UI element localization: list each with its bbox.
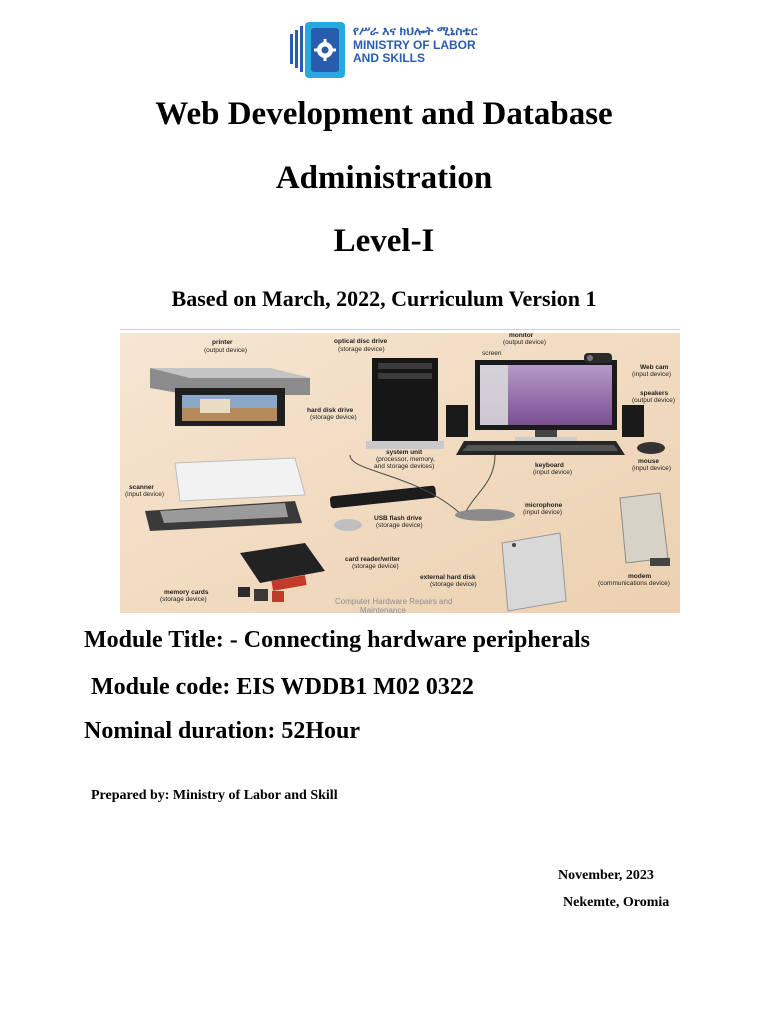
ministry-logo-icon — [288, 20, 348, 80]
label-microphone: microphone — [525, 502, 563, 509]
label-monitor-sub: (output device) — [503, 339, 546, 346]
hardware-peripherals-illustration — [120, 333, 680, 613]
mouse-icon — [637, 442, 665, 454]
label-memory: memory cards — [164, 589, 209, 596]
microphone-icon — [455, 509, 515, 521]
nominal-duration: Nominal duration: 52Hour — [84, 718, 361, 744]
watermark-line-1: Computer Hardware Repairs and — [335, 597, 453, 606]
label-system: system unit — [386, 449, 423, 456]
curriculum-subtitle: Based on March, 2022, Curriculum Version 1 — [171, 286, 597, 311]
label-printer-sub: (output device) — [204, 347, 247, 354]
label-keyboard: keyboard — [535, 462, 564, 469]
monitor-icon — [475, 360, 617, 441]
label-usb: USB flash drive — [374, 515, 423, 522]
label-system-sub-1: (processor, memory, — [376, 456, 435, 463]
logo-line-1: MINISTRY OF LABOR — [353, 38, 476, 52]
label-usb-sub: (storage device) — [376, 522, 423, 529]
publication-date: November, 2023 — [558, 868, 654, 883]
label-cardreader: card reader/writer — [345, 556, 400, 563]
prepared-by: Prepared by: Ministry of Labor and Skill — [91, 788, 338, 803]
logo-text — [353, 24, 478, 65]
label-optical: optical disc drive — [334, 338, 388, 345]
webcam-icon — [584, 353, 612, 363]
label-hdd-sub: (storage device) — [310, 414, 357, 421]
system-unit-icon — [366, 358, 444, 449]
label-cardreader-sub: (storage device) — [352, 563, 399, 570]
label-exthdd-sub: (storage device) — [430, 581, 477, 588]
external-hard-disk-icon — [502, 533, 566, 611]
label-optical-sub: (storage device) — [338, 346, 385, 353]
label-microphone-sub: (input device) — [523, 509, 563, 516]
module-title: Module Title: - Connecting hardware peripherals — [84, 627, 590, 653]
label-system-sub-2: and storage devices) — [374, 463, 435, 470]
label-webcam: Web cam — [640, 364, 669, 371]
watermark-line-2: Maintenance — [360, 606, 406, 613]
label-hdd: hard disk drive — [307, 407, 354, 414]
title-line-1: Web Development and Database — [155, 96, 613, 132]
publication-place: Nekemte, Oromia — [563, 895, 670, 910]
title-line-2: Administration — [275, 160, 493, 196]
label-modem: modem — [628, 573, 652, 580]
label-modem-sub: (communications device) — [598, 580, 670, 587]
label-screen: screen — [482, 350, 502, 357]
label-webcam-sub: (input device) — [632, 371, 672, 378]
label-mouse-sub: (input device) — [632, 465, 672, 472]
logo-amharic: የሥራ እና ክህሎት ሚኒስቴር — [353, 24, 478, 38]
label-speakers: speakers — [640, 390, 669, 397]
module-code: Module code: EIS WDDB1 M02 0322 — [91, 674, 474, 700]
level-title: Level-I — [333, 223, 435, 259]
keyboard-icon — [456, 441, 625, 455]
logo-line-2: AND SKILLS — [353, 51, 425, 65]
label-mouse: mouse — [638, 458, 659, 465]
label-speakers-sub: (output device) — [632, 397, 675, 404]
label-memory-sub: (storage device) — [160, 596, 207, 603]
label-printer: printer — [212, 339, 233, 346]
label-scanner-sub: (input device) — [125, 491, 165, 498]
label-exthdd: external hard disk — [420, 574, 476, 581]
label-keyboard-sub: (input device) — [533, 469, 573, 476]
label-scanner: scanner — [129, 484, 154, 491]
label-monitor: monitor — [509, 333, 534, 339]
divider — [120, 329, 680, 330]
ministry-logo — [288, 20, 488, 82]
